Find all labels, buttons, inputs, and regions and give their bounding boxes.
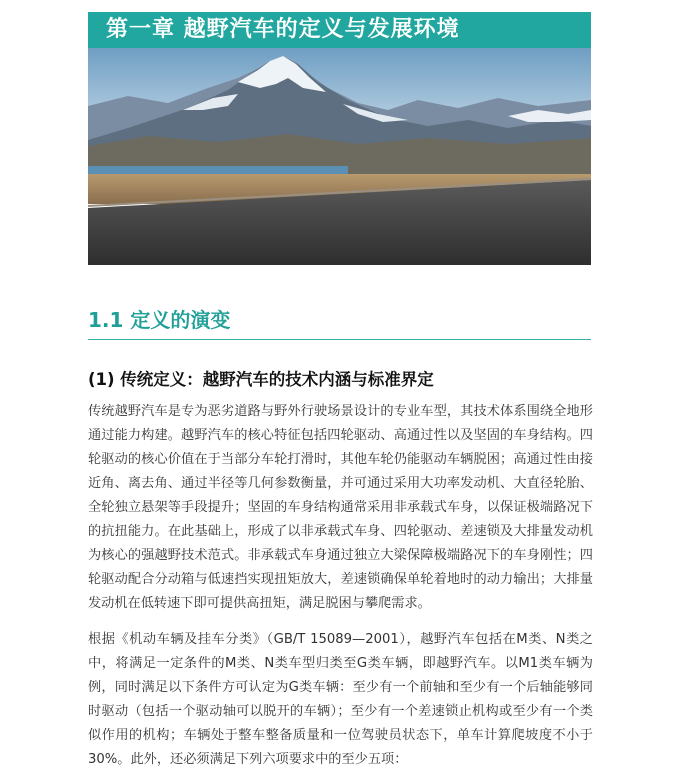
subsection-heading: (1) 传统定义：越野汽车的技术内涵与标准界定 xyxy=(88,370,434,389)
section-heading: 1.1 定义的演变 xyxy=(88,308,231,332)
section-divider xyxy=(88,339,591,340)
body-paragraph: 根据《机动车辆及挂车分类》（GB/T 15089—2001），越野汽车包括在M类、N类之中，将满足一定条件的M类、N类车型归类至G类车辆，即越野汽车。以M1类车辆为例，同时满足以下条件方可认定为G类车辆：至少有一个前轴和至少有一个后轴能够同时驱动（包括一个驱动轴可以脱开的车辆）；至少有一个差速锁止机构或至少有一个类似作用的机构；车辆处于整车整备质量和一位驾驶员状态下，单车计算爬坡度不小于30%。此外，还必须满足下列六项要求中的至少五项： xyxy=(88,632,593,767)
body-paragraph: 传统越野汽车是专为恶劣道路与野外行驶场景设计的专业车型，其技术体系围绕全地形通过能力构建。越野汽车的核心特征包括四轮驱动、高通过性以及坚固的车身结构。四轮驱动的核心价值在于当部分车轮打滑时，其他车轮仍能驱动车辆脱困；高通过性由接近角、离去角、通过半径等几何参数衡量，并可通过采用大功率发动机、大直径轮胎、全轮独立悬架等手段提升；坚固的车身结构通常采用非承载式车身，以保证极端路况下的抗扭能力。在此基础上，形成了以非承载式车身、四轮驱动、差速锁及大排量发动机为核心的强越野技术范式。非承载式车身通过独立大梁保障极端路况下的车身刚性；四轮驱动配合分动箱与低速挡实现扭矩放大，差速锁确保单轮着地时的动力输出；大排量发动机在低转速下即可提供高扭矩，满足脱困与攀爬需求。 xyxy=(88,404,593,611)
chapter-title: 第一章 越野汽车的定义与发展环境 xyxy=(88,12,591,48)
mountain-road-photo-icon xyxy=(88,48,591,265)
hero-image xyxy=(88,48,591,265)
